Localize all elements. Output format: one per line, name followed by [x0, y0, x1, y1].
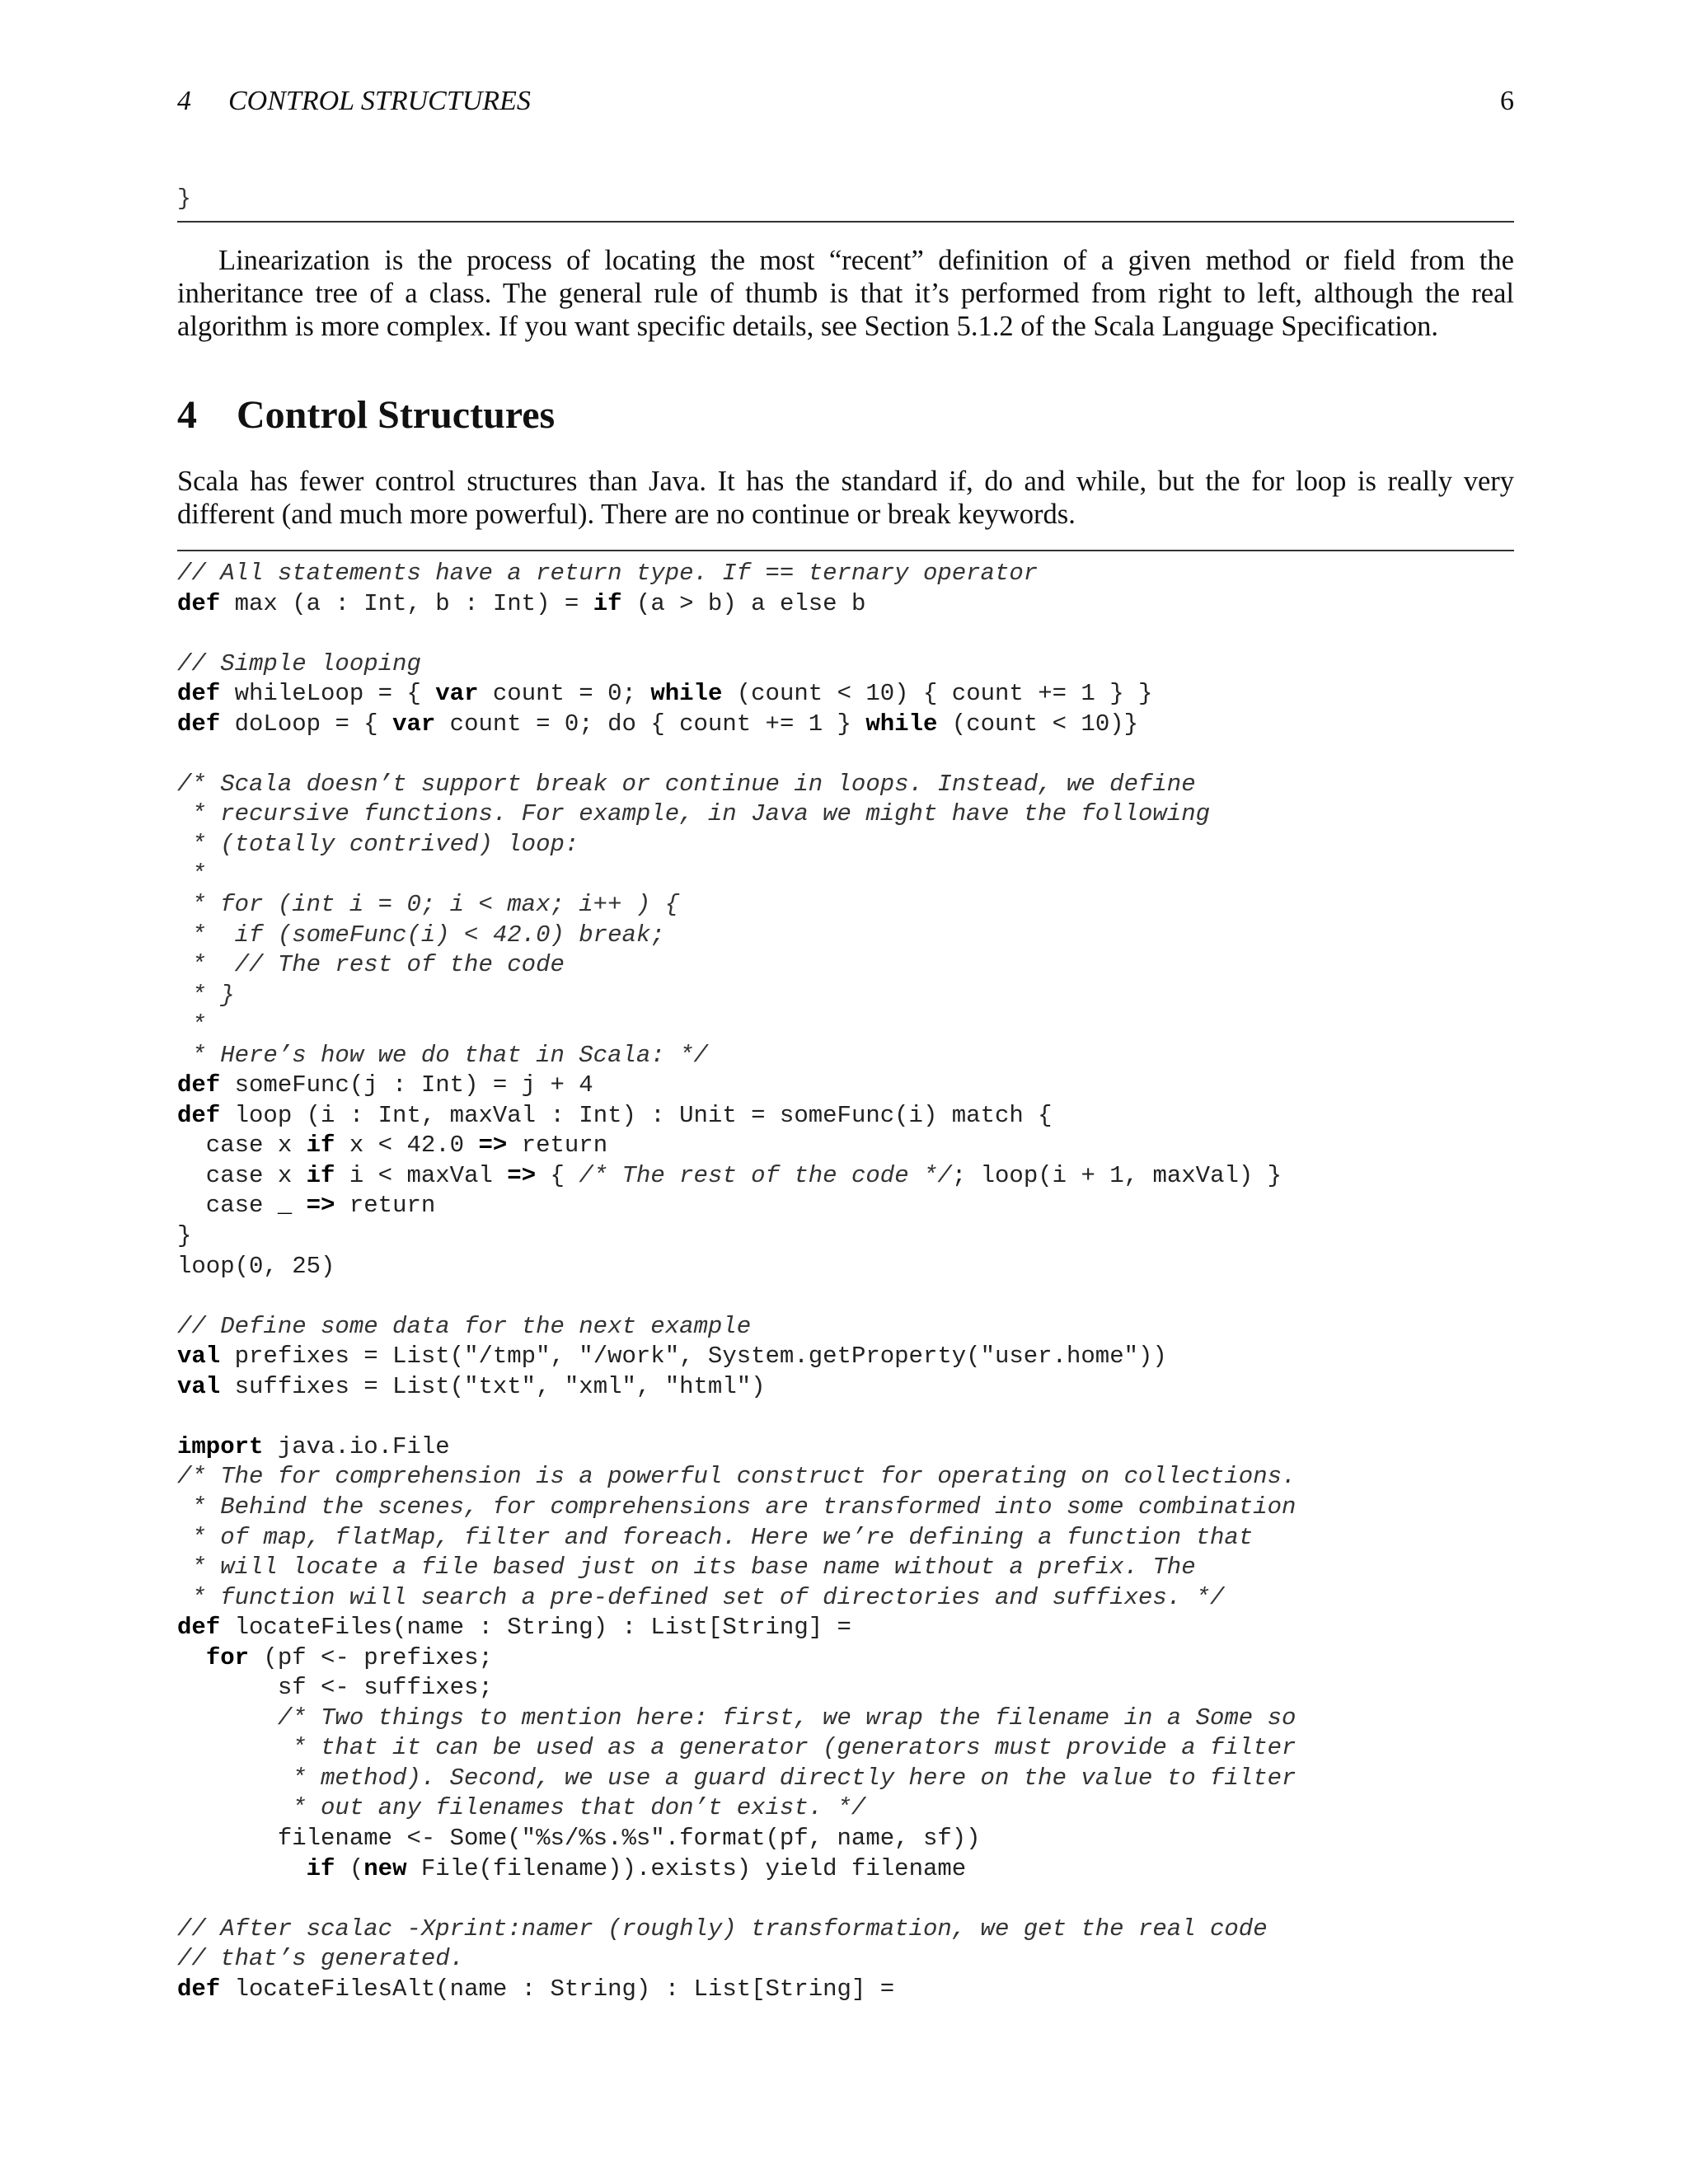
code-comment: /* Scala doesn’t support break or continue in loops. Instead, we define [177, 770, 1196, 798]
code-line [177, 1221, 1514, 1252]
code-line [177, 1733, 1514, 1764]
code-text: { [536, 1161, 579, 1189]
code-line [177, 649, 1514, 680]
code-comment: // Define some data for the next example [177, 1312, 752, 1340]
code-line [177, 1673, 1514, 1704]
code-line [177, 1915, 1514, 1945]
code-comment: * function will search a pre-defined set of directories and suffixes. */ [177, 1583, 1225, 1611]
code-comment: * if (someFunc(i) < 42.0) break; [177, 921, 665, 949]
code-line [177, 1131, 1514, 1161]
code-line [177, 1975, 1514, 2005]
code-text: count = 0; [478, 680, 651, 708]
code-text: locateFilesAlt(name : String) : List[String] = [220, 1975, 895, 2003]
code-keyword: var [435, 680, 479, 708]
code-line [177, 1342, 1514, 1372]
header-section-number: 4 [177, 86, 191, 116]
code-keyword: var [392, 710, 436, 738]
code-line [177, 1884, 1514, 1915]
code-line [177, 1613, 1514, 1643]
code-text: filename <- Some("%s/%s.%s".format(pf, name, sf)) [177, 1824, 981, 1852]
code-text: x < 42.0 [335, 1132, 479, 1160]
page-number: 6 [1500, 86, 1514, 116]
code-line [177, 1071, 1514, 1101]
code-line [177, 1312, 1514, 1343]
code-line [177, 559, 1514, 589]
code-text: case [177, 1192, 278, 1220]
code-text [177, 1855, 307, 1882]
code-line [177, 1824, 1514, 1854]
code-line [177, 950, 1514, 981]
code-text: sf <- suffixes; [177, 1674, 493, 1702]
code-comment: // Simple looping [177, 649, 421, 677]
section-title: Control Structures [237, 393, 556, 437]
code-comment: * [177, 1011, 206, 1039]
code-line [177, 981, 1514, 1011]
code-keyword: _ [277, 1192, 293, 1220]
scala-code-listing [177, 559, 1514, 2004]
code-line [177, 1010, 1514, 1041]
code-line [177, 1041, 1514, 1071]
code-comment: // All statements have a return type. If == ternary operator [177, 560, 1039, 587]
code-comment: * [177, 860, 206, 888]
code-text: ; loop(i + 1, maxVal) } [951, 1161, 1282, 1189]
code-keyword: def [177, 1071, 221, 1099]
code-line [177, 1764, 1514, 1794]
code-comment: * recursive functions. For example, in Java we might have the following [177, 800, 1211, 828]
code-comment: * out any filenames that don’t exist. */ [177, 1794, 866, 1822]
document-page [177, 0, 1514, 2184]
code-comment: /* The rest of the code */ [579, 1161, 952, 1189]
code-line [177, 679, 1514, 710]
code-comment: * that it can be used as a generator (generators must provide a filter [177, 1734, 1296, 1762]
code-line [177, 1493, 1514, 1523]
code-line [177, 1161, 1514, 1192]
code-keyword: val [177, 1372, 221, 1400]
code-text: i < maxVal [335, 1161, 508, 1189]
code-keyword: if [306, 1854, 335, 1882]
code-comment: * method). Second, we use a guard directly here on the value to filter [177, 1764, 1296, 1792]
code-keyword: val [177, 1343, 221, 1371]
code-line [177, 1704, 1514, 1734]
code-text: (count < 10)} [937, 710, 1139, 738]
code-keyword: def [177, 1975, 221, 2003]
code-text: max (a : Int, b : Int) = [220, 589, 593, 617]
code-line [177, 770, 1514, 800]
code-comment: * will locate a file based just on its base name without a prefix. The [177, 1554, 1196, 1582]
code-keyword: import [177, 1432, 264, 1460]
code-line [177, 1372, 1514, 1403]
code-keyword: if [593, 589, 622, 617]
code-comment: * Here’s how we do that in Scala: */ [177, 1041, 708, 1069]
code-line [177, 799, 1514, 830]
code-line [177, 1101, 1514, 1132]
code-line [177, 830, 1514, 860]
previous-code-tail: } [177, 186, 191, 212]
code-text: loop (i : Int, maxVal : Int) : Unit = someFunc(i) match { [220, 1101, 1053, 1129]
section-heading [177, 391, 555, 440]
code-comment: * } [177, 981, 235, 1009]
code-text [177, 1644, 206, 1671]
code-text: java.io.File [263, 1432, 450, 1460]
linearization-paragraph: Linearization is the process of locating the most “recent” definition of a given method or field from the inheritance tree of a class. The general rule of thumb is that it’s performed from right to left, although the real algorithm is more complex. If you want specific details, see Section 5.1.2 of the Scala Language Specification. [177, 245, 1514, 342]
code-keyword: if [306, 1161, 335, 1189]
code-text: (pf <- prefixes; [249, 1643, 493, 1671]
code-comment: // After scalac -Xprint:namer (roughly) transformation, we get the real code [177, 1915, 1268, 1943]
code-line [177, 1553, 1514, 1583]
code-keyword: def [177, 680, 221, 708]
code-text: loop(0, 25) [177, 1252, 335, 1280]
code-keyword: => [507, 1161, 537, 1189]
code-line [177, 739, 1514, 770]
code-text: return [507, 1132, 608, 1160]
code-text: prefixes = List("/tmp", "/work", System.getProperty("user.home")) [220, 1343, 1167, 1371]
code-text: count = 0; do { count += 1 } [435, 710, 866, 738]
code-text: return [335, 1192, 436, 1220]
code-text: suffixes = List("txt", "xml", "html") [220, 1372, 766, 1400]
code-text: } [177, 1222, 192, 1250]
code-comment: * Behind the scenes, for comprehensions are transformed into some combination [177, 1493, 1296, 1521]
code-comment: * of map, flatMap, filter and foreach. Here we’re defining a function that [177, 1523, 1254, 1551]
header-section-title: CONTROL STRUCTURES [228, 86, 531, 116]
code-text: File(filename)).exists) yield filename [406, 1854, 967, 1882]
code-keyword: new [363, 1854, 407, 1882]
code-line [177, 1402, 1514, 1432]
code-keyword: def [177, 710, 221, 738]
code-text: someFunc(j : Int) = j + 4 [220, 1071, 593, 1099]
code-line [177, 890, 1514, 921]
code-line [177, 1583, 1514, 1614]
code-text: (count < 10) { count += 1 } } [722, 680, 1153, 708]
code-line [177, 1282, 1514, 1312]
code-text: doLoop = { [220, 710, 393, 738]
code-text: locateFiles(name : String) : List[String] = [220, 1614, 851, 1642]
code-keyword: def [177, 1101, 221, 1129]
code-keyword: => [306, 1192, 335, 1220]
code-keyword: if [306, 1132, 335, 1160]
code-text [292, 1192, 306, 1219]
code-comment: * // The rest of the code [177, 951, 565, 979]
running-header [177, 81, 1514, 122]
code-line [177, 1854, 1514, 1885]
section-number: 4 [177, 393, 197, 437]
code-comment: // that’s generated. [177, 1945, 465, 1973]
code-comment: /* The for comprehension is a powerful construct for operating on collections. [177, 1463, 1296, 1491]
code-line [177, 1944, 1514, 1975]
code-text: case x [177, 1161, 307, 1189]
code-line [177, 619, 1514, 649]
code-line [177, 1191, 1514, 1221]
code-line [177, 1432, 1514, 1463]
code-line [177, 921, 1514, 951]
code-text: case x [177, 1132, 307, 1160]
code-keyword: => [478, 1132, 508, 1160]
code-text: (a > b) a else b [621, 589, 866, 617]
code-keyword: while [865, 710, 938, 738]
code-line [177, 1462, 1514, 1493]
code-text: whileLoop = { [220, 680, 436, 708]
code-comment: * for (int i = 0; i < max; i++ ) { [177, 891, 680, 919]
code-keyword: while [650, 680, 723, 708]
intro-paragraph: Scala has fewer control structures than Java. It has the standard if, do and while, but the for loop is really very different (and much more powerful). There are no continue or break keywords. [177, 466, 1514, 530]
code-line [177, 1523, 1514, 1554]
code-keyword: def [177, 1614, 221, 1642]
code-comment: * (totally contrived) loop: [177, 830, 579, 858]
code-line [177, 860, 1514, 890]
code-keyword: def [177, 589, 221, 617]
code-line [177, 589, 1514, 620]
code-divider-top [177, 221, 1514, 223]
code-line [177, 1793, 1514, 1824]
code-line [177, 1643, 1514, 1674]
code-comment: /* Two things to mention here: first, we wrap the filename in a Some so [177, 1704, 1296, 1732]
code-line [177, 1252, 1514, 1282]
code-line [177, 710, 1514, 740]
code-divider [177, 550, 1514, 551]
code-text: ( [335, 1854, 364, 1882]
code-keyword: for [205, 1643, 250, 1671]
